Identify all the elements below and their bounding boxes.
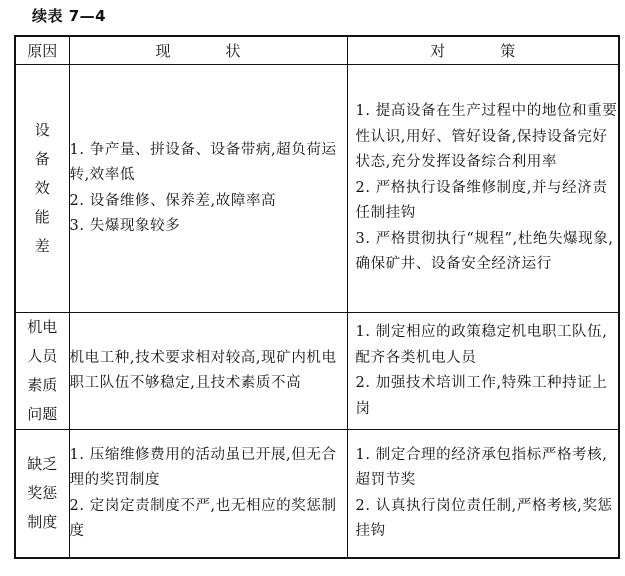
status-item: 2. 设备维修、保养差,故障率高 xyxy=(69,192,277,209)
reason-text: 设备效能差 xyxy=(34,121,50,255)
measure-cell xyxy=(347,313,619,430)
measure-item: 3. 严格贯彻执行“规程”,杜绝失爆现象,确保矿井、设备安全经济运行 xyxy=(355,230,614,273)
status-item: 3. 失爆现象较多 xyxy=(69,218,181,234)
measure-item: 1. 制定相应的政策稳定机电职工队伍,配齐各类机电人员 xyxy=(355,324,608,366)
measure-item: 1. 制定合理的经济承包指标严格考核,超罚节奖 xyxy=(355,446,608,488)
table-row xyxy=(15,430,619,559)
cause-measure-table xyxy=(14,35,620,559)
measure-cell xyxy=(347,430,619,559)
status-cell xyxy=(69,430,347,559)
table-caption: 续表 7—4 xyxy=(32,7,107,25)
header-reason: 原因 xyxy=(15,36,69,65)
reason-cell xyxy=(15,430,69,559)
measure-item: 2. 严格执行设备维修制度,并与经济责任制挂钩 xyxy=(355,179,608,222)
table-header-row xyxy=(15,36,619,65)
status-cell xyxy=(69,65,347,313)
measure-item: 1. 提高设备在生产过程中的地位和重要性认识,用好、管好设备,保持设备完好状态,充分发挥设备综合利用率 xyxy=(355,103,618,171)
table-row xyxy=(15,65,619,313)
header-measure: 对 策 xyxy=(347,36,619,65)
status-item: 1. 压缩维修费用的活动虽已开展,但无合理的奖罚制度 xyxy=(69,446,337,488)
measure-cell xyxy=(347,65,619,313)
measure-item: 2. 加强技术培训工作,特殊工种持证上岗 xyxy=(355,375,608,417)
status-item: 1. 争产量、拼设备、设备带病,超负荷运转,效率低 xyxy=(69,141,337,183)
reason-text: 缺乏奖惩制度 xyxy=(27,455,58,531)
reason-cell xyxy=(15,313,69,430)
status-item: 机电工种,技术要求相对较高,现矿内机电职工队伍不够稳定,且技术素质不高 xyxy=(69,349,337,391)
status-cell xyxy=(69,313,347,430)
table-row xyxy=(15,313,619,430)
header-status: 现 状 xyxy=(69,36,347,65)
status-item: 2. 定岗定责制度不严,也无相应的奖惩制度 xyxy=(69,497,337,539)
reason-cell xyxy=(15,65,69,313)
reason-text: 机电人员素质问题 xyxy=(27,318,58,423)
measure-item: 2. 认真执行岗位责任制,严格考核,奖惩挂钩 xyxy=(355,497,613,539)
